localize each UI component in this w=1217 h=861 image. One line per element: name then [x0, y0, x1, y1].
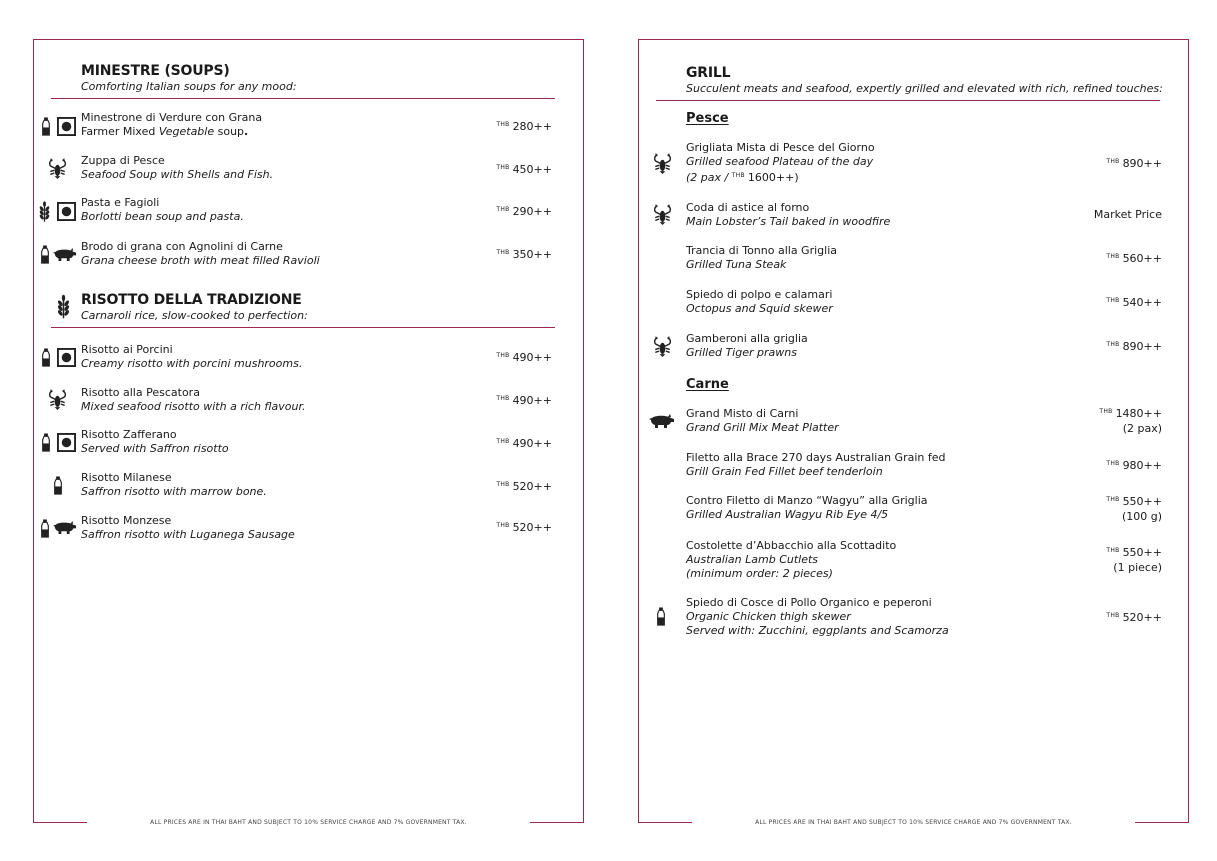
- item-price: $^{THB}$ 540++: [1106, 296, 1162, 309]
- item-description: Grill Grain Fed Fillet beef tenderloin: [686, 465, 883, 478]
- page-frame-right: [1188, 39, 1189, 823]
- item-name: Risotto Monzese: [81, 514, 172, 527]
- item-price-note: (100 g): [1121, 510, 1162, 523]
- item-price: $^{THB}$ 490++: [496, 394, 552, 407]
- item-price-note: (2 pax): [1122, 422, 1162, 435]
- item-name: Minestrone di Verdure con Grana: [81, 111, 263, 124]
- item-price: $^{THB}$ 550++: [1106, 546, 1162, 559]
- item-description: Grilled Tiger prawns: [686, 346, 797, 359]
- wheat-icon: [56, 294, 71, 319]
- pig-icon: [53, 521, 77, 534]
- lobster-icon: [653, 204, 672, 225]
- vegetarian-icon: [57, 433, 76, 452]
- item-note: (2 pax / $^{THB}$ 1600++): [686, 171, 799, 184]
- section-subtitle-minestre: Comforting Italian soups for any mood:: [81, 80, 297, 93]
- section-title-risotto: RISOTTO DELLA TRADIZIONE: [81, 292, 302, 308]
- pig-icon: [53, 248, 77, 261]
- item-description: Grana cheese broth with meat filled Ravioli: [81, 254, 320, 267]
- item-description: Borlotti bean soup and pasta.: [81, 210, 244, 223]
- wheat-icon: [38, 201, 51, 222]
- item-name: Spiedo di polpo e calamari: [686, 288, 833, 301]
- item-description: Seafood Soup with Shells and Fish.: [81, 168, 274, 181]
- item-price: $^{THB}$ 350++: [496, 248, 552, 261]
- item-name: Grand Misto di Carni: [686, 407, 799, 420]
- item-description: Grilled Tuna Steak: [686, 258, 787, 271]
- item-name: Risotto Zafferano: [81, 428, 177, 441]
- section-divider: [51, 98, 555, 99]
- item-description: Grand Grill Mix Meat Platter: [686, 421, 839, 434]
- item-name: Risotto alla Pescatora: [81, 386, 200, 399]
- item-name: Trancia di Tonno alla Griglia: [686, 244, 837, 257]
- item-price: $^{THB}$ 490++: [496, 437, 552, 450]
- milk-bottle-icon: [656, 607, 666, 626]
- item-name: Contro Filetto di Manzo “Wagyu” alla Griglia: [686, 494, 928, 507]
- item-price: $^{THB}$ 890++: [1106, 157, 1162, 170]
- section-title-minestre: MINESTRE (SOUPS): [81, 63, 230, 79]
- item-name: Risotto ai Porcini: [81, 343, 173, 356]
- item-description: Saffron risotto with Luganega Sausage: [81, 528, 295, 541]
- page-frame-right: [583, 39, 584, 823]
- item-name: Brodo di grana con Agnolini di Carne: [81, 240, 283, 253]
- item-name: Coda di astice al forno: [686, 201, 810, 214]
- item-description: Grilled seafood Plateau of the day: [686, 155, 874, 168]
- section-subtitle-grill: Succulent meats and seafood, expertly grilled and elevated with rich, refined touches:: [686, 82, 1163, 95]
- subsection-title-carne: Carne: [686, 377, 729, 392]
- item-name: Costolette d’Abbacchio alla Scottadito: [686, 539, 897, 552]
- section-title-grill: GRILL: [686, 65, 731, 81]
- item-price: $^{THB}$ 520++: [496, 480, 552, 493]
- vegetarian-icon: [57, 348, 76, 367]
- item-description: Grilled Australian Wagyu Rib Eye 4/5: [686, 508, 889, 521]
- menu-page-left: [33, 39, 584, 826]
- item-description: Served with Saffron risotto: [81, 442, 229, 455]
- item-description: Creamy risotto with porcini mushrooms.: [81, 357, 303, 370]
- milk-bottle-icon: [41, 348, 51, 367]
- section-subtitle-risotto: Carnaroli rice, slow-cooked to perfection:: [81, 309, 308, 322]
- page-frame-left: [638, 39, 639, 823]
- item-price: $^{THB}$ 490++: [496, 351, 552, 364]
- lobster-icon: [653, 336, 672, 357]
- milk-bottle-icon: [53, 476, 63, 495]
- item-description: Australian Lamb Cutlets: [686, 553, 819, 566]
- section-divider: [51, 327, 555, 328]
- item-price: $^{THB}$ 290++: [496, 205, 552, 218]
- item-price: $^{THB}$ 550++: [1106, 495, 1162, 508]
- item-price-note: (1 piece): [1113, 561, 1162, 574]
- item-note: Served with: Zucchini, eggplants and Scamorza: [686, 624, 949, 637]
- item-name: Pasta e Fagioli: [81, 196, 160, 209]
- milk-bottle-icon: [41, 433, 51, 452]
- item-name: Filetto alla Brace 270 days Australian Grain fed: [686, 451, 946, 464]
- item-price: $^{THB}$ 980++: [1106, 459, 1162, 472]
- item-name: Zuppa di Pesce: [81, 154, 165, 167]
- item-note: (minimum order: 2 pieces): [686, 567, 833, 580]
- item-description: Mixed seafood risotto with a rich flavour.: [81, 400, 306, 413]
- lobster-icon: [48, 389, 67, 410]
- item-name: Grigliata Mista di Pesce del Giorno: [686, 141, 875, 154]
- footer-note: ALL PRICES ARE IN THAI BAHT AND SUBJECT TO 10% SERVICE CHARGE AND 7% GOVERNMENT TAX.: [755, 819, 1072, 826]
- item-price: $^{THB}$ 1480++: [1099, 407, 1162, 420]
- item-name: Spiedo di Cosce di Pollo Organico e peperoni: [686, 596, 932, 609]
- menu-page-right: [638, 39, 1189, 826]
- subsection-title-pesce: Pesce: [686, 111, 729, 126]
- item-name: Risotto Milanese: [81, 471, 172, 484]
- item-price: $^{THB}$ 280++: [496, 120, 552, 133]
- page-frame: [638, 39, 1189, 40]
- milk-bottle-icon: [40, 245, 50, 264]
- section-divider: [656, 100, 1160, 101]
- item-description: Saffron risotto with marrow bone.: [81, 485, 267, 498]
- item-description: Farmer Mixed Vegetable soup.: [81, 125, 249, 138]
- milk-bottle-icon: [40, 519, 50, 538]
- page-frame-left: [33, 39, 34, 823]
- item-price: Market Price: [1093, 208, 1162, 221]
- item-description: Octopus and Squid skewer: [686, 302, 833, 315]
- page-frame: [33, 39, 584, 40]
- vegetarian-icon: [57, 202, 76, 221]
- item-price: $^{THB}$ 560++: [1106, 252, 1162, 265]
- item-description: Organic Chicken thigh skewer: [686, 610, 851, 623]
- vegetarian-icon: [57, 117, 76, 136]
- milk-bottle-icon: [41, 117, 51, 136]
- pig-icon: [648, 414, 676, 428]
- item-price: $^{THB}$ 520++: [496, 521, 552, 534]
- item-description: Main Lobster’s Tail baked in woodfire: [686, 215, 891, 228]
- lobster-icon: [653, 153, 672, 174]
- lobster-icon: [48, 158, 67, 179]
- item-price: $^{THB}$ 520++: [1106, 611, 1162, 624]
- footer-note: ALL PRICES ARE IN THAI BAHT AND SUBJECT TO 10% SERVICE CHARGE AND 7% GOVERNMENT TAX.: [150, 819, 467, 826]
- item-price: $^{THB}$ 450++: [496, 163, 552, 176]
- item-name: Gamberoni alla griglia: [686, 332, 808, 345]
- item-price: $^{THB}$ 890++: [1106, 340, 1162, 353]
